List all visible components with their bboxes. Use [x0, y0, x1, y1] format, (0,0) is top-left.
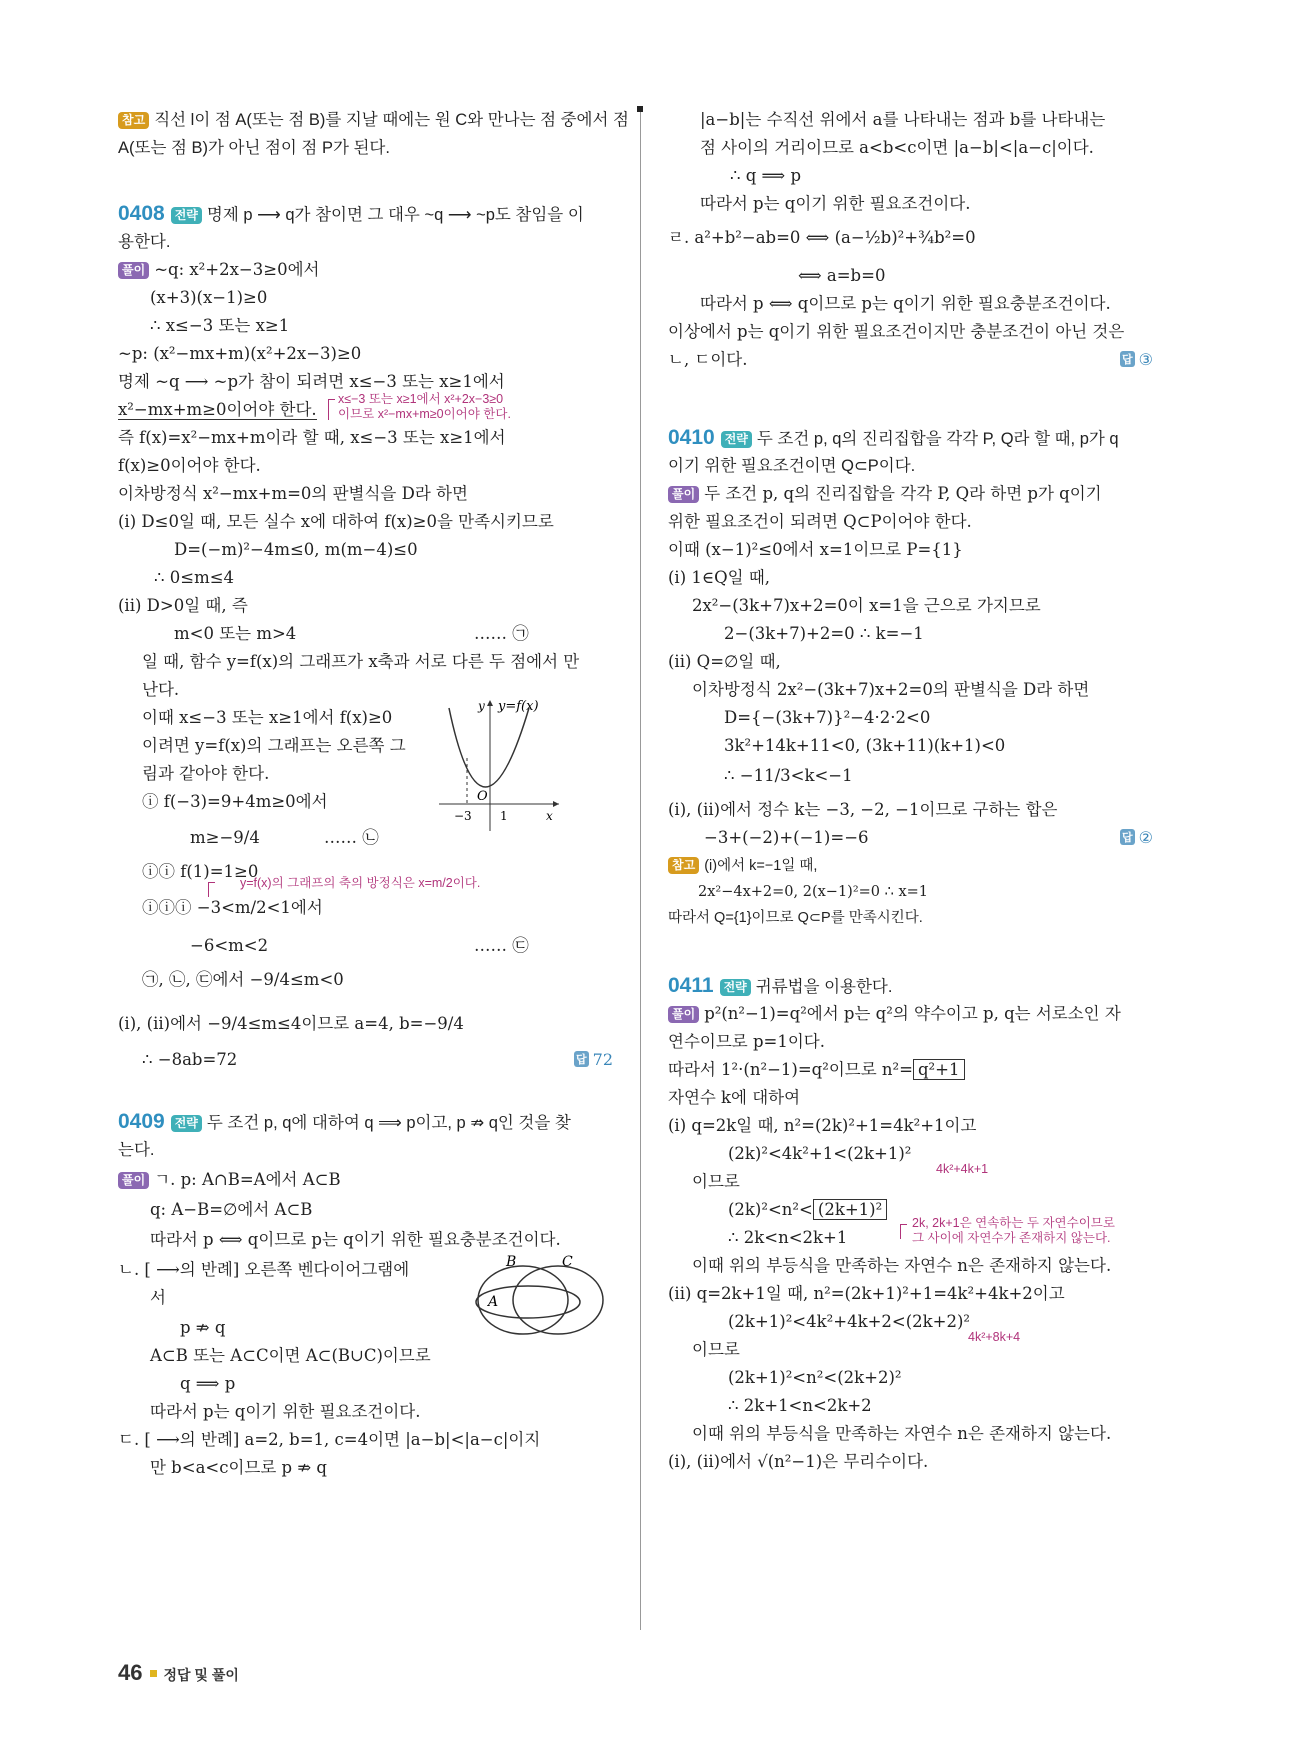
- solution-line: ⓘ f(−3)=9+4m≥0에서: [142, 792, 328, 811]
- divider-marker: [637, 106, 643, 112]
- y-label: y: [478, 699, 485, 713]
- strategy-text: 두 조건 p, q의 진리집합을 각각 P, Q라 할 때, p가 q: [756, 430, 1119, 448]
- annotation-text: 그 사이에 자연수가 존재하지 않는다.: [912, 1231, 1111, 1245]
- solution-line: (ii) D>0일 때, 즉: [118, 596, 248, 615]
- problem-header-0411: [668, 976, 892, 997]
- solution-line: q ⟹ p: [180, 1374, 236, 1393]
- solution-line: ∴ 0≤m≤4: [154, 568, 235, 587]
- answer-mark: 답: [1120, 829, 1135, 845]
- solution-badge: 풀이: [668, 1006, 699, 1023]
- solution-line: (x+3)(x−1)≥0: [150, 288, 268, 307]
- note-line: 2x²−4x+2=0, 2(x−1)²=0 ∴ x=1: [698, 884, 929, 900]
- solution-line: ㄷ. [ ⟶의 반례] a=2, b=1, c=4이면 |a−b|<|a−c|이지: [118, 1430, 541, 1449]
- solution-line: −3+(−2)+(−1)=−6: [704, 828, 869, 847]
- tick-label: 1: [500, 809, 508, 823]
- venn-label-c: C: [562, 1254, 573, 1270]
- annotation-text: 4k²+4k+1: [936, 1162, 989, 1176]
- answer-value: 72: [592, 1050, 613, 1069]
- x-axis-arrow-icon: [553, 801, 559, 807]
- annotation-text: y=f(x)의 그래프의 축의 방정식은 x=m/2이다.: [240, 876, 481, 890]
- underlined-text: x²−mx+m≥0이어야 한다.: [118, 400, 317, 419]
- annotation-text: x≤−3 또는 x≥1에서 x²+2x−3≥0: [338, 392, 504, 406]
- answer-value: ③: [1138, 350, 1153, 369]
- y-axis-arrow-icon: [487, 700, 493, 706]
- strategy-badge: 전략: [720, 979, 751, 996]
- strategy-text: 귀류법을 이용한다.: [755, 978, 893, 996]
- problem-header-0408: [118, 204, 584, 225]
- venn-diagram: [468, 1250, 608, 1340]
- problem-header-0409: [118, 1112, 571, 1133]
- solution-line: 따라서 p는 q이기 위한 필요조건이다.: [700, 194, 971, 213]
- solution-line: q: A−B=∅에서 A⊂B: [150, 1200, 313, 1219]
- solution-badge: 풀이: [118, 1172, 149, 1189]
- problem-number: 0410: [668, 426, 715, 449]
- solution-line: ㉠, ㉡, ㉢에서 −9/4≤m<0: [142, 970, 344, 989]
- solution-line: ∴ 2k<n<2k+1: [728, 1228, 848, 1247]
- footer-title: 정답 및 풀이: [163, 1667, 239, 1683]
- blank-box: (2k+1)²: [813, 1199, 887, 1220]
- page-number: 46: [118, 1660, 143, 1685]
- solution-line: |a−b|는 수직선 위에서 a를 나타내는 점과 b를 나타내는: [700, 110, 1106, 129]
- solution-line: m≥−9/4: [190, 828, 260, 847]
- annotation-text: 2k, 2k+1은 연속하는 두 자연수이므로: [912, 1216, 1115, 1230]
- solution-line: (2k+1)²<n²<(2k+2)²: [728, 1368, 902, 1387]
- solution-line: ~p: (x²−mx+m)(x²+2x−3)≥0: [118, 344, 362, 363]
- strategy-text: 이기 위한 필요조건이면 Q⊂P이다.: [668, 457, 916, 475]
- solution-line: 2x²−(3k+7)x+2=0이 x=1을 근으로 가지므로: [692, 596, 1041, 615]
- solution-line: f(x)≥0이어야 한다.: [118, 456, 261, 475]
- solution-line: [118, 260, 319, 280]
- solution-line: 즉 f(x)=x²−mx+m이라 할 때, x≤−3 또는 x≥1에서: [118, 428, 506, 447]
- annotation-bracket: [900, 1224, 907, 1239]
- solution-line: (i), (ii)에서 √(n²−1)은 무리수이다.: [668, 1452, 929, 1471]
- solution-badge: 풀이: [668, 486, 699, 503]
- solution-line: p ⇏ q: [180, 1318, 226, 1337]
- solution-line: ㄴ, ㄷ이다.: [668, 350, 748, 369]
- equation-tag: …… ㉠: [474, 624, 529, 643]
- solution-line: 이차방정식 2x²−(3k+7)x+2=0의 판별식을 D라 하면: [692, 680, 1090, 699]
- strategy-text: 는다.: [118, 1141, 155, 1159]
- solution-line: ∴ −11/3<k<−1: [724, 766, 853, 785]
- problem-number: 0408: [118, 202, 165, 225]
- strategy-text: 용한다.: [118, 233, 171, 251]
- venn-circle-c: [513, 1266, 603, 1334]
- solution-line: 이려면 y=f(x)의 그래프는 오른쪽 그: [142, 736, 406, 755]
- solution-line: [728, 1200, 887, 1220]
- parabola-graph: [434, 696, 564, 836]
- note-text: (i)에서 k=−1일 때,: [704, 858, 818, 874]
- solution-line: D={−(3k+7)}²−4·2·2<0: [724, 708, 931, 727]
- solution-line: ∴ 2k+1<n<2k+2: [728, 1396, 872, 1415]
- solution-line: [668, 1060, 965, 1080]
- answer-mark: 답: [1120, 351, 1135, 367]
- parabola-curve: [449, 708, 529, 787]
- solution-line: 점 사이의 거리이므로 a<b<c이면 |a−b|<|a−c|이다.: [700, 138, 1094, 157]
- note-text: 직선 l이 점 A(또는 점 B)를 지날 때에는 원 C와 만나는 점 중에서 점: [154, 111, 629, 129]
- solution-line: 자연수 k에 대하여: [668, 1088, 801, 1107]
- solution-line: (i) 1∈Q일 때,: [668, 568, 771, 587]
- note-badge: 참고: [118, 112, 149, 129]
- solution-line: ⓘⓘ f(1)=1≥0: [142, 862, 259, 881]
- answer-mark: 답: [574, 1051, 589, 1067]
- solution-line: (2k+1)²<4k²+4k+2<(2k+2)²: [728, 1312, 971, 1331]
- solution-line: [668, 484, 1102, 504]
- solution-line: 이상에서 p는 q이기 위한 필요조건이지만 충분조건이 아닌 것은: [668, 322, 1125, 341]
- strategy-badge: 전략: [721, 431, 752, 448]
- solution-line: 2−(3k+7)+2=0 ∴ k=−1: [724, 624, 924, 643]
- problem-header-0410: [668, 428, 1119, 449]
- venn-label-b: B: [506, 1254, 517, 1270]
- solution-line: ∴ q ⟹ p: [730, 166, 802, 185]
- solution-line: (i) q=2k일 때, n²=(2k)²+1=4k²+1이고: [668, 1116, 977, 1135]
- solution-line: (2k)²<4k²+1<(2k+1)²: [728, 1144, 912, 1163]
- footer-square-icon: [150, 1670, 157, 1677]
- problem-number: 0409: [118, 1110, 165, 1133]
- solution-line: 이때 위의 부등식을 만족하는 자연수 n은 존재하지 않는다.: [692, 1424, 1112, 1443]
- equation-tag: …… ㉡: [324, 828, 379, 847]
- curve-label: y=f(x): [498, 699, 539, 714]
- column-divider: [640, 110, 641, 1630]
- note-line: [118, 110, 629, 130]
- solution-text: (2k)²<n²<: [728, 1200, 813, 1219]
- solution-line: −6<m<2: [190, 936, 269, 955]
- page-footer: [118, 1660, 239, 1686]
- answer: [1120, 350, 1153, 369]
- problem-number: 0411: [668, 974, 714, 997]
- solution-line: A⊂B 또는 A⊂C이면 A⊂(B∪C)이므로: [150, 1346, 431, 1365]
- solution-text: 따라서 1²·(n²−1)=q²이므로 n²=: [668, 1060, 913, 1079]
- answer: [1120, 828, 1153, 847]
- solution-line: [668, 1004, 1121, 1024]
- x-label: x: [546, 809, 553, 823]
- solution-text: p²(n²−1)=q²에서 p는 q²의 약수이고 p, q는 서로소인 자: [704, 1004, 1121, 1023]
- solution-line: 따라서 p는 q이기 위한 필요조건이다.: [150, 1402, 421, 1421]
- note-line: 따라서 Q={1}이므로 Q⊂P를 만족시킨다.: [668, 910, 923, 926]
- solution-text: ~q: x²+2x−3≥0에서: [154, 260, 320, 279]
- solution-line: 위한 필요조건이 되려면 Q⊂P이어야 한다.: [668, 512, 972, 531]
- solution-line: ∴ −8ab=72: [142, 1050, 238, 1069]
- solution-line: ∴ x≤−3 또는 x≥1: [150, 316, 290, 335]
- solution-line: 서: [150, 1288, 166, 1307]
- solution-line: 이때 x≤−3 또는 x≥1에서 f(x)≥0: [142, 708, 393, 727]
- solution-line: ⓘⓘⓘ −3<m/2<1에서: [142, 898, 323, 917]
- tick-label: −3: [454, 809, 472, 823]
- solution-line: 이므로: [692, 1172, 740, 1191]
- answer: [574, 1050, 613, 1069]
- solution-line: 이때 (x−1)²≤0에서 x=1이므로 P={1}: [668, 540, 963, 559]
- solution-line: ㄴ. [ ⟶의 반례] 오른쪽 벤다이어그램에: [118, 1260, 410, 1279]
- solution-line: (ii) Q=∅일 때,: [668, 652, 781, 671]
- solution-line: 난다.: [142, 680, 180, 699]
- note-badge: 참고: [668, 857, 699, 874]
- solution-line: 명제 ~q ⟶ ~p가 참이 되려면 x≤−3 또는 x≥1에서: [118, 372, 505, 391]
- solution-line: 림과 같아야 한다.: [142, 764, 270, 783]
- strategy-text: 명제 p ⟶ q가 참이면 그 대우 ~q ⟶ ~p도 참임을 이: [206, 206, 584, 224]
- annotation-bracket: [328, 399, 335, 420]
- solution-line: 3k²+14k+11<0, (3k+11)(k+1)<0: [724, 736, 1006, 755]
- note-line: A(또는 점 B)가 아닌 점이 점 P가 된다.: [118, 139, 390, 157]
- venn-label-a: A: [488, 1294, 499, 1310]
- solution-text: 두 조건 p, q의 진리집합을 각각 P, Q라 하면 p가 q이기: [704, 484, 1102, 503]
- solution-line: (ii) q=2k+1일 때, n²=(2k+1)²+1=4k²+4k+2이고: [668, 1284, 1065, 1303]
- solution-line: 이때 위의 부등식을 만족하는 자연수 n은 존재하지 않는다.: [692, 1256, 1112, 1275]
- solution-line: [118, 400, 317, 420]
- solution-line: 이므로: [692, 1340, 740, 1359]
- solution-line: (i) D≤0일 때, 모든 실수 x에 대하여 f(x)≥0을 만족시키므로: [118, 512, 554, 531]
- solution-line: ㄹ. a²+b²−ab=0 ⟺ (a−½b)²+¾b²=0: [668, 228, 976, 247]
- solution-line: D=(−m)²−4m≤0, m(m−4)≤0: [174, 540, 418, 559]
- solution-line: m<0 또는 m>4: [174, 624, 297, 643]
- solution-line: 만 b<a<c이므로 p ⇏ q: [150, 1458, 327, 1477]
- solution-badge: 풀이: [118, 262, 149, 279]
- annotation-text: 이므로 x²−mx+m≥0이어야 한다.: [338, 407, 511, 421]
- annotation-text: 4k²+8k+4: [968, 1330, 1021, 1344]
- strategy-text: 두 조건 p, q에 대하여 q ⟹ p이고, p ⇏ q인 것을 찾: [206, 1114, 571, 1132]
- blank-box: q²+1: [913, 1059, 965, 1080]
- strategy-badge: 전략: [171, 1115, 202, 1132]
- equation-tag: …… ㉢: [474, 936, 529, 955]
- solution-line: [118, 1170, 341, 1190]
- solution-line: 따라서 p ⟺ q이므로 p는 q이기 위한 필요충분조건이다.: [700, 294, 1111, 313]
- solution-line: (i), (ii)에서 정수 k는 −3, −2, −1이므로 구하는 합은: [668, 800, 1058, 819]
- solution-line: 따라서 p ⟺ q이므로 p는 q이기 위한 필요충분조건이다.: [150, 1230, 561, 1249]
- strategy-badge: 전략: [171, 207, 202, 224]
- annotation-bracket: [208, 882, 215, 897]
- solution-line: 이차방정식 x²−mx+m=0의 판별식을 D라 하면: [118, 484, 468, 503]
- origin-label: O: [477, 789, 488, 804]
- solution-line: ⟺ a=b=0: [798, 266, 886, 285]
- solution-line: (i), (ii)에서 −9/4≤m≤4이므로 a=4, b=−9/4: [118, 1014, 464, 1033]
- solution-line: 연수이므로 p=1이다.: [668, 1032, 825, 1051]
- note-line: [668, 856, 817, 876]
- solution-text: ㄱ. p: A∩B=A에서 A⊂B: [154, 1170, 341, 1189]
- solution-line: 일 때, 함수 y=f(x)의 그래프가 x축과 서로 다른 두 점에서 만: [142, 652, 580, 671]
- answer-value: ②: [1138, 828, 1153, 847]
